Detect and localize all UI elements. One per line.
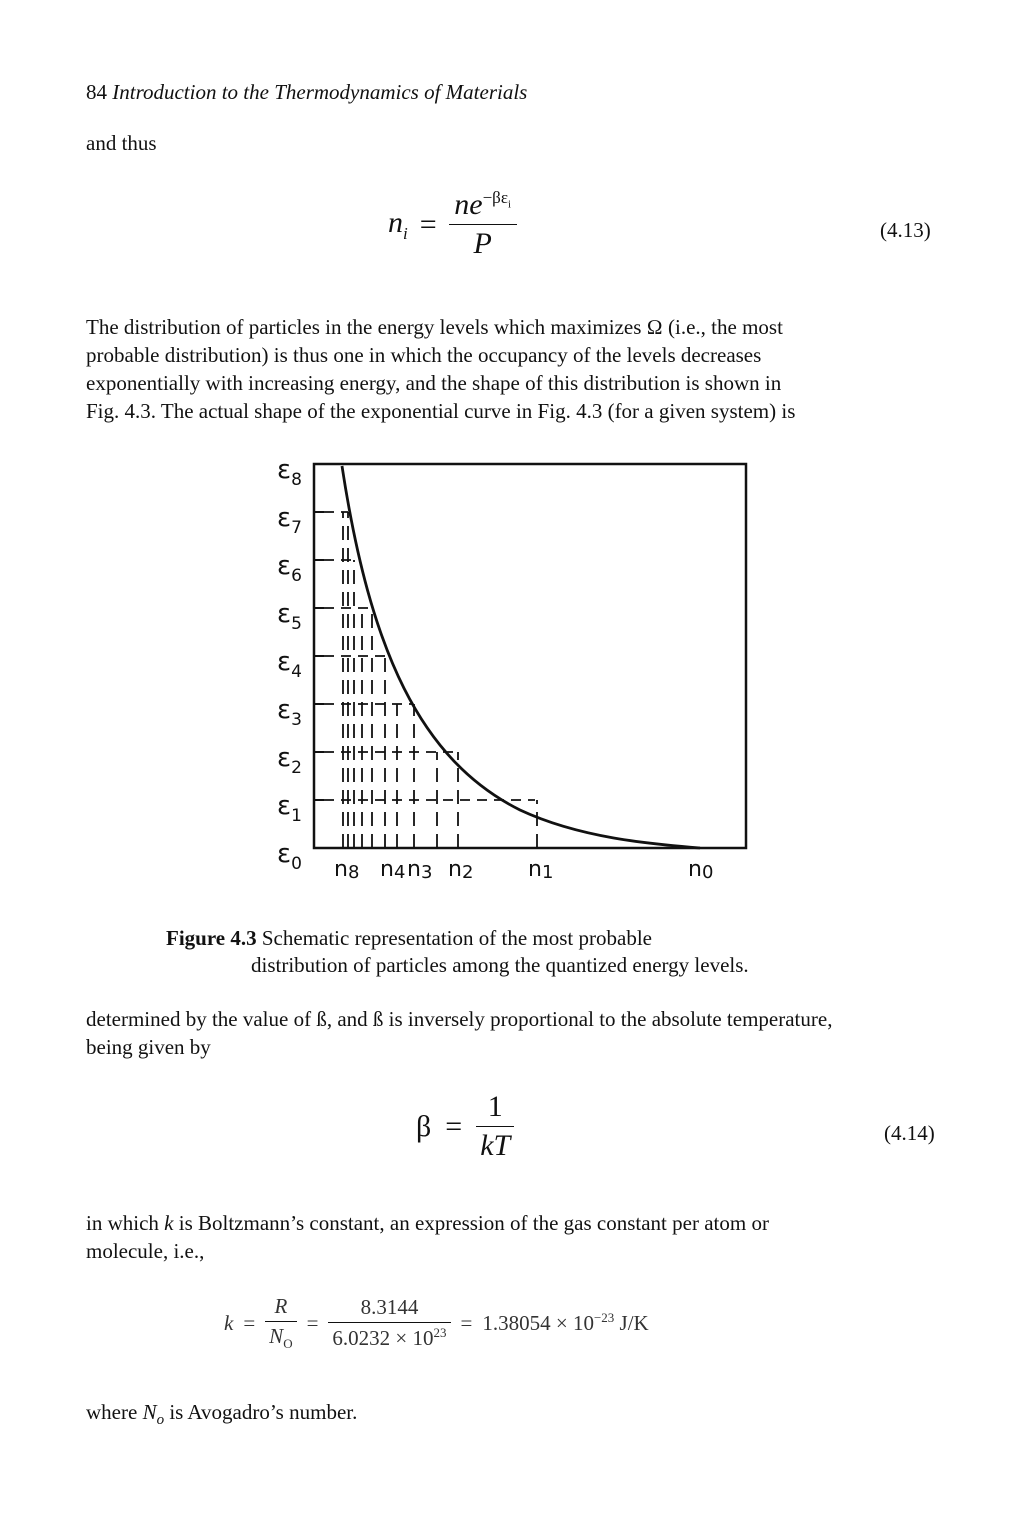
equation-4-13: $n_i$ = $\frac{ne^{-\beta\varepsilon_i}}{P}$ [388, 188, 517, 261]
para-k: in which k is Boltzmann’s constant, an expression of the gas constant per atom or molecule, i.e., [86, 1211, 769, 1263]
figure-4-3 [270, 440, 760, 900]
x-label-n3: n3 [407, 857, 433, 883]
running-header [86, 80, 527, 105]
x-label-n2: n2 [448, 857, 474, 883]
equation-number-4-13: (4.13) [880, 218, 931, 242]
equation-number-4-14: (4.14) [884, 1121, 935, 1145]
caption-label: Figure 4.3 [166, 926, 257, 950]
dashed-occupancy-lines [343, 512, 537, 848]
x-label-n0: n0 [688, 857, 714, 883]
figure-caption: Figure 4.3 Schematic representation of the most probable distribution of particles among the quantized energy levels. [166, 926, 749, 977]
eq413-lhs: $n_i$ [388, 205, 408, 243]
y-label-e4: $\varepsilon_4$ [277, 647, 302, 682]
y-label-e1: $\varepsilon_1$ [277, 791, 302, 826]
y-label-e6: $\varepsilon_6$ [277, 551, 302, 586]
eq414-fraction: $\frac{1}{kT}$ [476, 1090, 514, 1163]
y-label-e7: $\varepsilon_7$ [277, 503, 302, 538]
distribution-curve [342, 466, 700, 848]
para-distribution: The distribution of particles in the energy levels which maximizes Ω (i.e., the most probable distribution) is thus one in which the occupancy of the levels decreases [86, 315, 783, 367]
y-label-e0: $\varepsilon_0$ [277, 839, 302, 874]
para-distribution-line4: Fig. 4.3. The actual shape of the exponential curve in Fig. 4.3 (for a given system) is [86, 399, 796, 423]
y-label-e5: $\varepsilon_5$ [277, 599, 302, 634]
para-where: where $N_o$ is Avogadro’s number. [86, 1400, 358, 1429]
text-and-thus: and thus [86, 131, 157, 155]
equation-4-14: β = $\frac{1}{kT}$ [416, 1090, 514, 1163]
y-ticks [314, 512, 324, 800]
equation-boltzmann: k = $\frac{R}{N_O}$ = $\frac{8.3144}{6.0232 \times 10^{23}}$ = $1.38054 \times 10^{-23}$ J/K [224, 1294, 649, 1352]
page-number: 84 [86, 80, 107, 104]
para-beta: determined by the value of ß, and ß is inversely proportional to the absolute temperature, being given by [86, 1007, 833, 1059]
dashed-level-lines [324, 512, 535, 800]
x-label-n8: n8 [334, 857, 360, 883]
para-distribution-line3: exponentially with increasing energy, and the shape of this distribution is shown in [86, 371, 782, 395]
eq413-fraction: $\frac{ne^{-\beta\varepsilon_i}}{P}$ [449, 188, 517, 261]
x-label-n1: n1 [528, 857, 554, 883]
x-label-n4: n4 [380, 857, 406, 883]
y-label-e2: $\varepsilon_2$ [277, 743, 302, 778]
y-label-e3: $\varepsilon_3$ [277, 695, 302, 730]
y-label-e8: $\varepsilon_8$ [277, 455, 302, 490]
book-title: Introduction to the Thermodynamics of Materials [112, 80, 528, 104]
